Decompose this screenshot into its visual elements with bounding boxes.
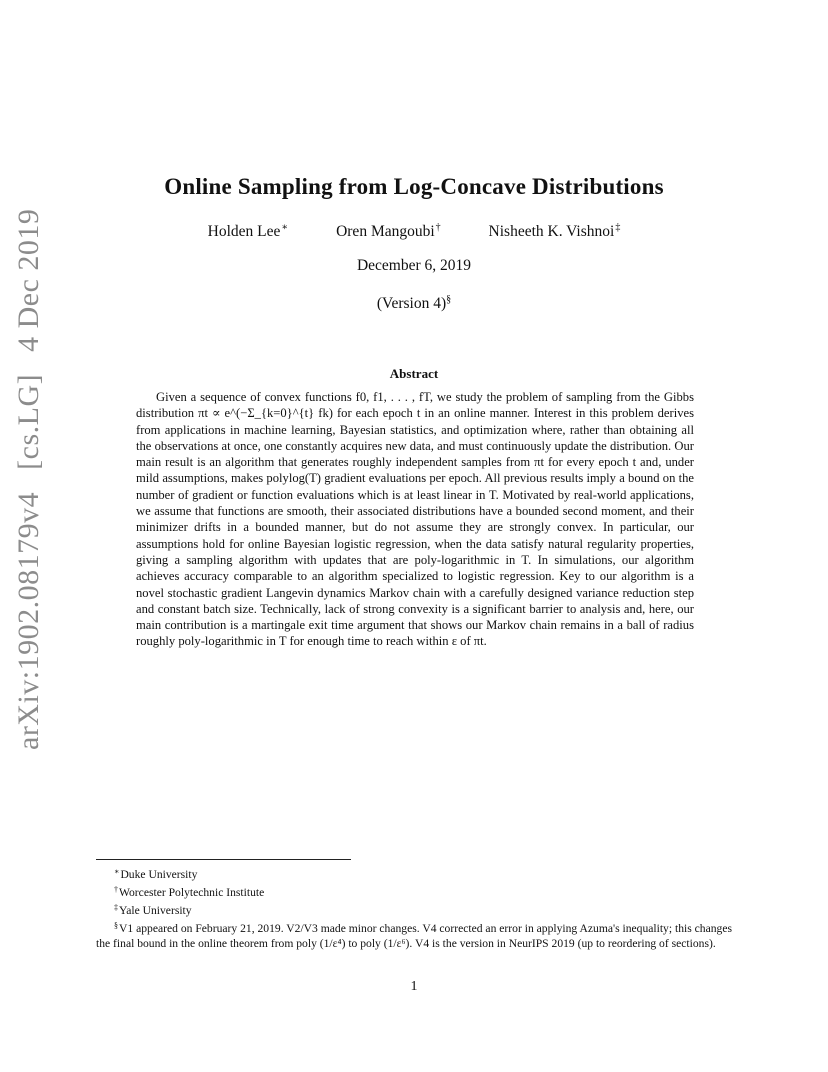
paper-version (0, 294, 828, 313)
footnote-4 (96, 918, 732, 951)
arxiv-id: arXiv:1902.08179v4 (12, 491, 45, 750)
footnote-text: V1 appeared on February 21, 2019. V2/V3 made minor changes. V4 corrected an error in applying Azuma's inequality; this changes the final bound in the online theorem from poly (1/ε⁴) to poly (1/ε⁶). V4 is the version in NeurIPS 2019 (up to reordering of sections). (96, 922, 732, 950)
version-footnote-mark: § (446, 294, 452, 305)
footnote-mark: § (114, 921, 118, 930)
arxiv-identifier-stamp (12, 195, 46, 750)
abstract-text: Given a sequence of convex functions f0, f1, . . . , fT, we study the problem of sampling from the Gibbs distribution πt ∝ e^(−Σ_{k=0}^{t} fk) for each epoch t in an online manner. Interest in this problem derives from applications in machine learning, Bayesian statistics, and optimization where, rather than obtaining all the observations at once, one constantly acquires new data, and must continuously update the distribution. Our main result is an algorithm that generates roughly independent samples from πt for every epoch t and, under mild assumptions, makes polylog(T) gradient evaluations per epoch. All previous results imply a bound on the number of gradient or function evaluations which is at least linear in T. Motivated by real-world applications, we assume that functions are smooth, their associated distributions have a bounded second moment, and their minimizer drifts in a bounded manner, but do not assume they are strongly convex. In particular, our assumptions hold for online Bayesian logistic regression, when the data satisfy natural regularity properties, giving a sampling algorithm with updates that are poly-logarithmic in T. In simulations, our algorithm achieves accuracy comparable to an algorithm specialized to logistic regression. Key to our algorithm is a novel stochastic gradient Langevin dynamics Markov chain with a carefully designed variance reduction step and constant batch size. Technically, lack of strong convexity is a significant barrier to analysis and, here, our main contribution is a martingale exit time argument that shows our Markov chain remains in a ball of radius roughly poly-logarithmic in T for enough time to reach within ε of πt. (136, 390, 694, 649)
author-footnote-mark: † (435, 222, 441, 233)
page-number: 1 (410, 979, 418, 994)
footnotes (96, 864, 732, 951)
author-footnote-mark: ∗ (281, 222, 289, 233)
paper-date: December 6, 2019 (356, 257, 472, 274)
abstract-heading: Abstract (389, 366, 439, 381)
footnote-1 (96, 864, 732, 882)
paper-title: Online Sampling from Log-Concave Distributions (164, 174, 664, 199)
author-2 (336, 222, 441, 241)
author-name: Holden Lee (207, 223, 281, 240)
footnote-divider (96, 859, 351, 860)
author-footnote-mark: ‡ (615, 222, 621, 233)
footnote-text: Yale University (119, 904, 192, 917)
author-name: Oren Mangoubi (336, 223, 435, 240)
author-name: Nisheeth K. Vishnoi (488, 223, 615, 240)
arxiv-category: [cs.LG] (12, 373, 45, 470)
version-text: (Version 4) (376, 295, 447, 312)
author-3 (489, 222, 621, 241)
author-1 (208, 222, 289, 241)
footnote-text: Worcester Polytechnic Institute (119, 886, 265, 899)
footnote-2 (96, 882, 732, 900)
footnote-mark: † (114, 885, 118, 894)
footnote-text: Duke University (120, 868, 198, 881)
arxiv-date: 4 Dec 2019 (12, 208, 45, 352)
footnote-mark: ‡ (114, 903, 118, 912)
footnote-3 (96, 900, 732, 918)
footnote-mark: ∗ (114, 867, 120, 876)
author-list (0, 222, 828, 241)
